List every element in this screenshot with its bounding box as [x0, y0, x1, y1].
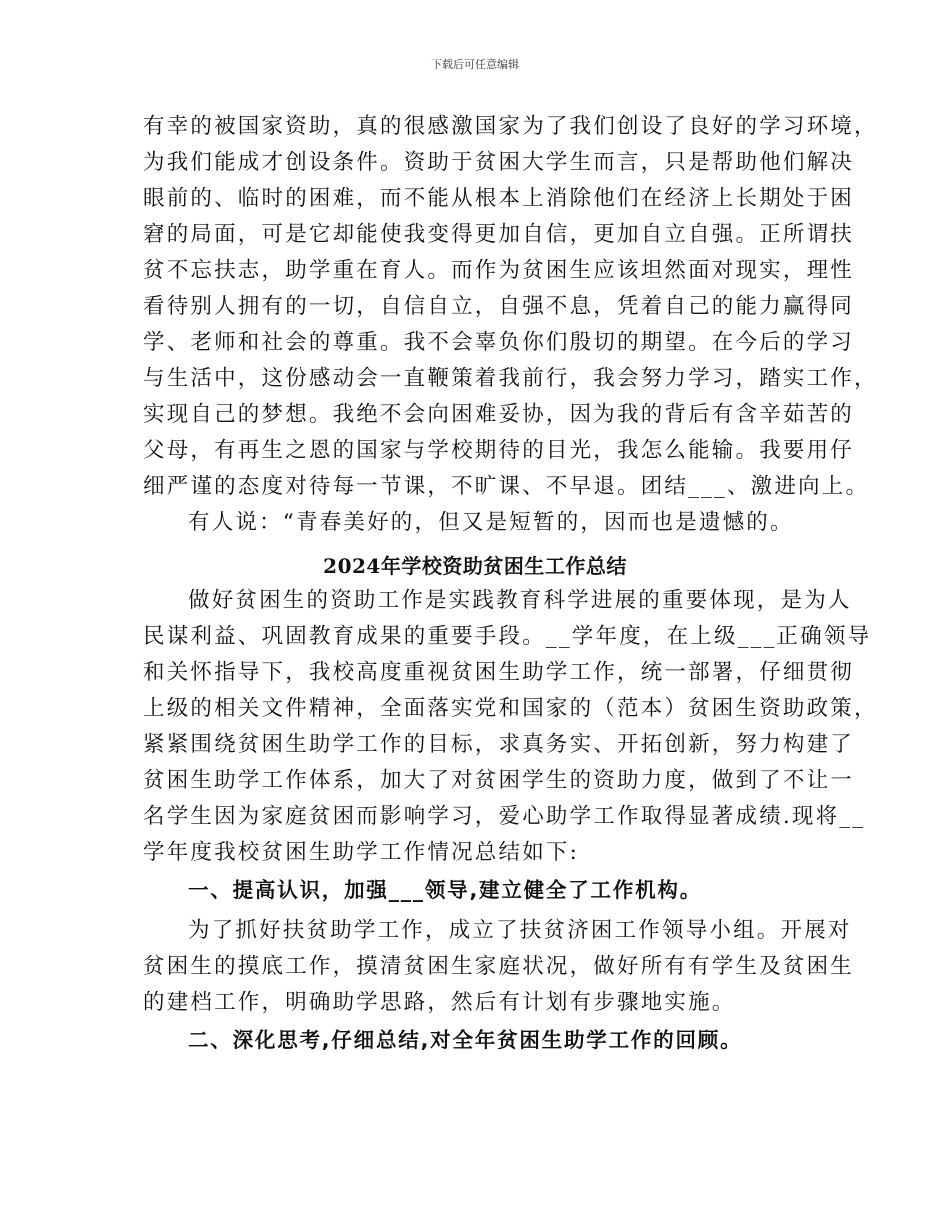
paragraph-line: 的建档工作，明确助学思路，然后有计划有步骤地实施。 [143, 990, 736, 1015]
paragraph-line: 紧紧围绕贫困生助学工作的目标，求真务实、开拓创新，努力构建了 [143, 732, 855, 757]
paragraph-line: 和关怀指导下，我校高度重视贫困生助学工作，统一部署，仔细贯彻 [143, 660, 855, 685]
paragraph-line: 为我们能成才创设条件。资助于贫困大学生而言，只是帮助他们解决 [143, 150, 855, 175]
paragraph-line: 细严谨的态度对待每一节课，不旷课、不早退。团结___、激进向上。 [143, 474, 870, 499]
heading-1: 一、提高认识，加强___领导,建立健全了工作机构。 [188, 878, 703, 902]
heading-2: 二、深化思考,仔细总结,对全年贫困生助学工作的回顾。 [188, 1028, 743, 1052]
paragraph-line: 学、老师和社会的尊重。我不会辜负你们殷切的期望。在今后的学习 [143, 330, 855, 355]
page-header: 下载后可任意编辑 [431, 58, 519, 71]
paragraph-line: 有幸的被国家资助，真的很感激国家为了我们创设了良好的学习环境， [143, 114, 878, 139]
paragraph-line: 贫困生的摸底工作，摸清贫困生家庭状况，做好所有有学生及贫困生 [143, 954, 855, 979]
paragraph-line: 为了抓好扶贫助学工作，成立了扶贫济困工作领导小组。开展对 [188, 918, 852, 943]
paragraph-line: 贫困生助学工作体系，加大了对贫困学生的资助力度，做到了不让一 [143, 768, 855, 793]
paragraph-line: 窘的局面，可是它却能使我变得更加自信，更加自立自强。正所谓扶 [143, 222, 855, 247]
paragraph-line: 名学生因为家庭贫困而影响学习，爱心助学工作取得显著成绩.现将__ [143, 804, 866, 829]
paragraph-line: 贫不忘扶志，助学重在育人。而作为贫困生应该坦然面对现实，理性 [143, 258, 855, 283]
quote-line: 有人说：“青春美好的，但又是短暂的，因而也是遗憾的。 [188, 510, 794, 535]
section-title: 2024年学校资助贫困生工作总结 [323, 554, 627, 578]
paragraph-line: 看待别人拥有的一切，自信自立，自强不息，凭着自己的能力赢得同 [143, 294, 855, 319]
paragraph-line: 实现自己的梦想。我绝不会向困难妥协，因为我的背后有含辛茹苦的 [143, 402, 855, 427]
paragraph-line: 父母，有再生之恩的国家与学校期待的目光，我怎么能输。我要用仔 [143, 438, 855, 463]
paragraph-line: 学年度我校贫困生助学工作情况总结如下: [143, 840, 580, 865]
paragraph-line: 眼前的、临时的困难，而不能从根本上消除他们在经济上长期处于困 [143, 186, 855, 211]
paragraph-line: 上级的相关文件精神，全面落实党和国家的（范本）贫困生资助政策， [143, 696, 878, 721]
paragraph-line: 与生活中，这份感动会一直鞭策着我前行，我会努力学习，踏实工作， [143, 366, 878, 391]
paragraph-line: 做好贫困生的资助工作是实践教育科学进展的重要体现，是为人 [188, 588, 852, 613]
paragraph-line: 民谋利益、巩固教育成果的重要手段。__学年度，在上级___正确领导 [143, 624, 872, 649]
